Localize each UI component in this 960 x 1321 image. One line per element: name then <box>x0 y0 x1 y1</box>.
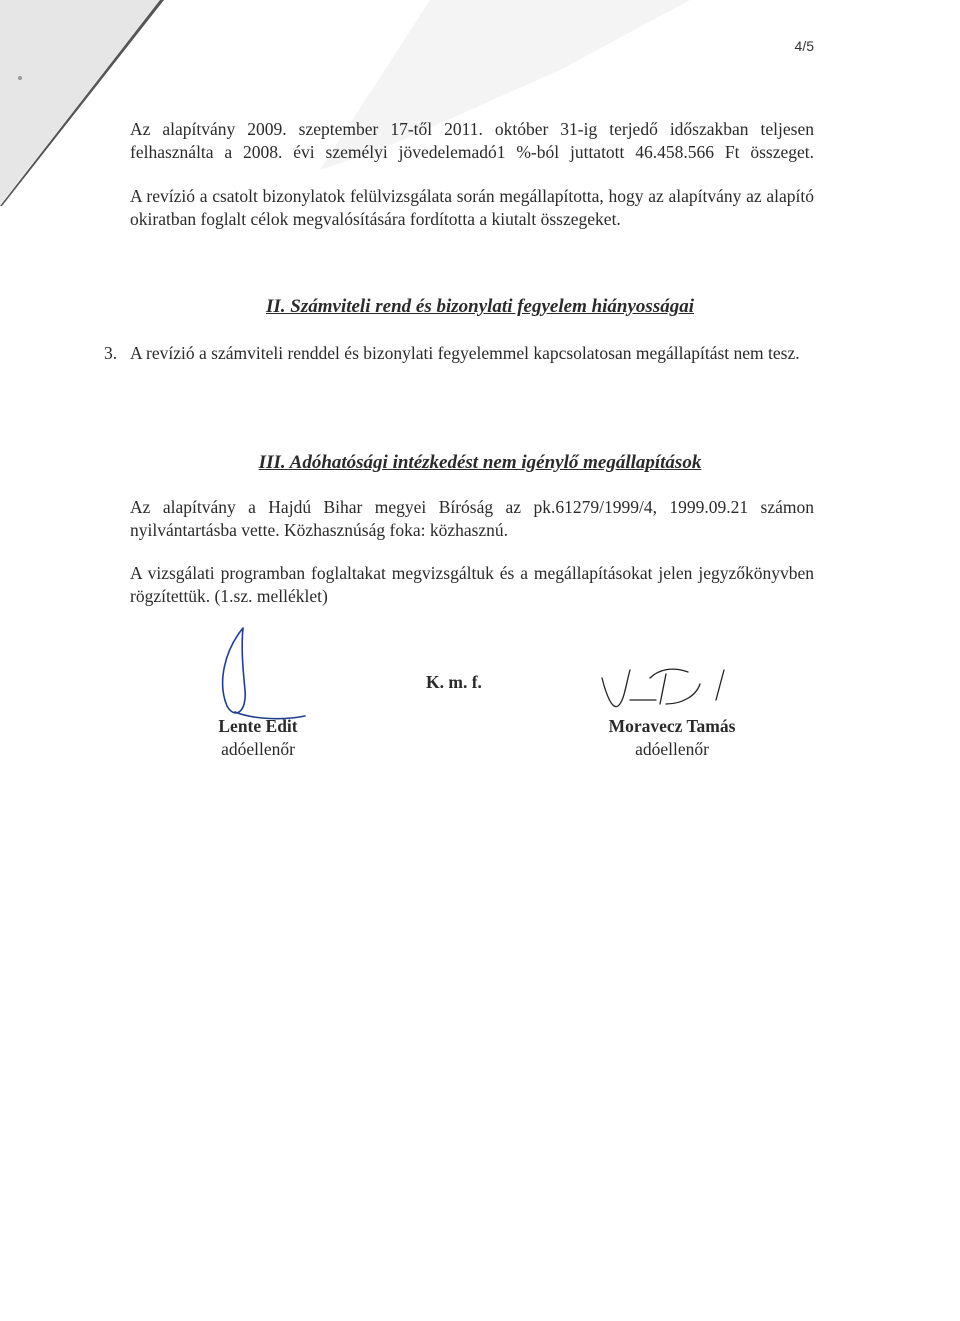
signature-left <box>205 620 315 730</box>
signer-left-name: Lente Edit <box>218 716 298 736</box>
numbered-item <box>104 342 814 365</box>
signature-right <box>596 660 746 720</box>
item-text: A revízió a számviteli renddel és bizonylati fegyelemmel kapcsolatosan megállapítást nem tesz. <box>130 343 800 363</box>
paragraph-registration: Az alapítvány a Hajdú Bihar megyei Bíróság az pk.61279/1999/4, 1999.09.21 számon nyilvántartásba vette. Közhasznúság foka: közhasznú. <box>130 497 814 540</box>
section-2-heading: II. Számviteli rend és bizonylati fegyelem hiányosságai <box>265 296 695 317</box>
signer-left <box>198 715 318 761</box>
section-3-heading: III. Adóhatósági intézkedést nem igénylő megállapítások <box>258 452 702 473</box>
signer-right <box>592 715 752 761</box>
signer-right-name: Moravecz Tamás <box>608 716 736 736</box>
paragraph-conclusion: A vizsgálati programban foglaltakat megvizsgáltuk és a megállapításokat jelen jegyzőkönyvben rögzítettük. (1.sz. melléklet) <box>130 563 814 606</box>
paragraph-revision: A revízió a csatolt bizonylatok felülvizsgálata során megállapította, hogy az alapítvány az alapító okiratban foglalt célok megvalósítására fordította a kiutalt összegeket. <box>130 186 814 229</box>
signer-left-role: adóellenőr <box>221 739 295 759</box>
page-number: 4/5 <box>794 38 814 54</box>
item-number: 3. <box>104 343 118 363</box>
kmf-mark: K. m. f. <box>426 672 482 692</box>
signer-right-role: adóellenőr <box>635 739 709 759</box>
paragraph-usage: Az alapítvány 2009. szeptember 17-től 2011. október 31-ig terjedő időszakban teljesen felhasználta a 2008. évi személyi jövedelemadó1 %-ból juttatott 46.458.566 Ft összeget. <box>130 119 814 162</box>
